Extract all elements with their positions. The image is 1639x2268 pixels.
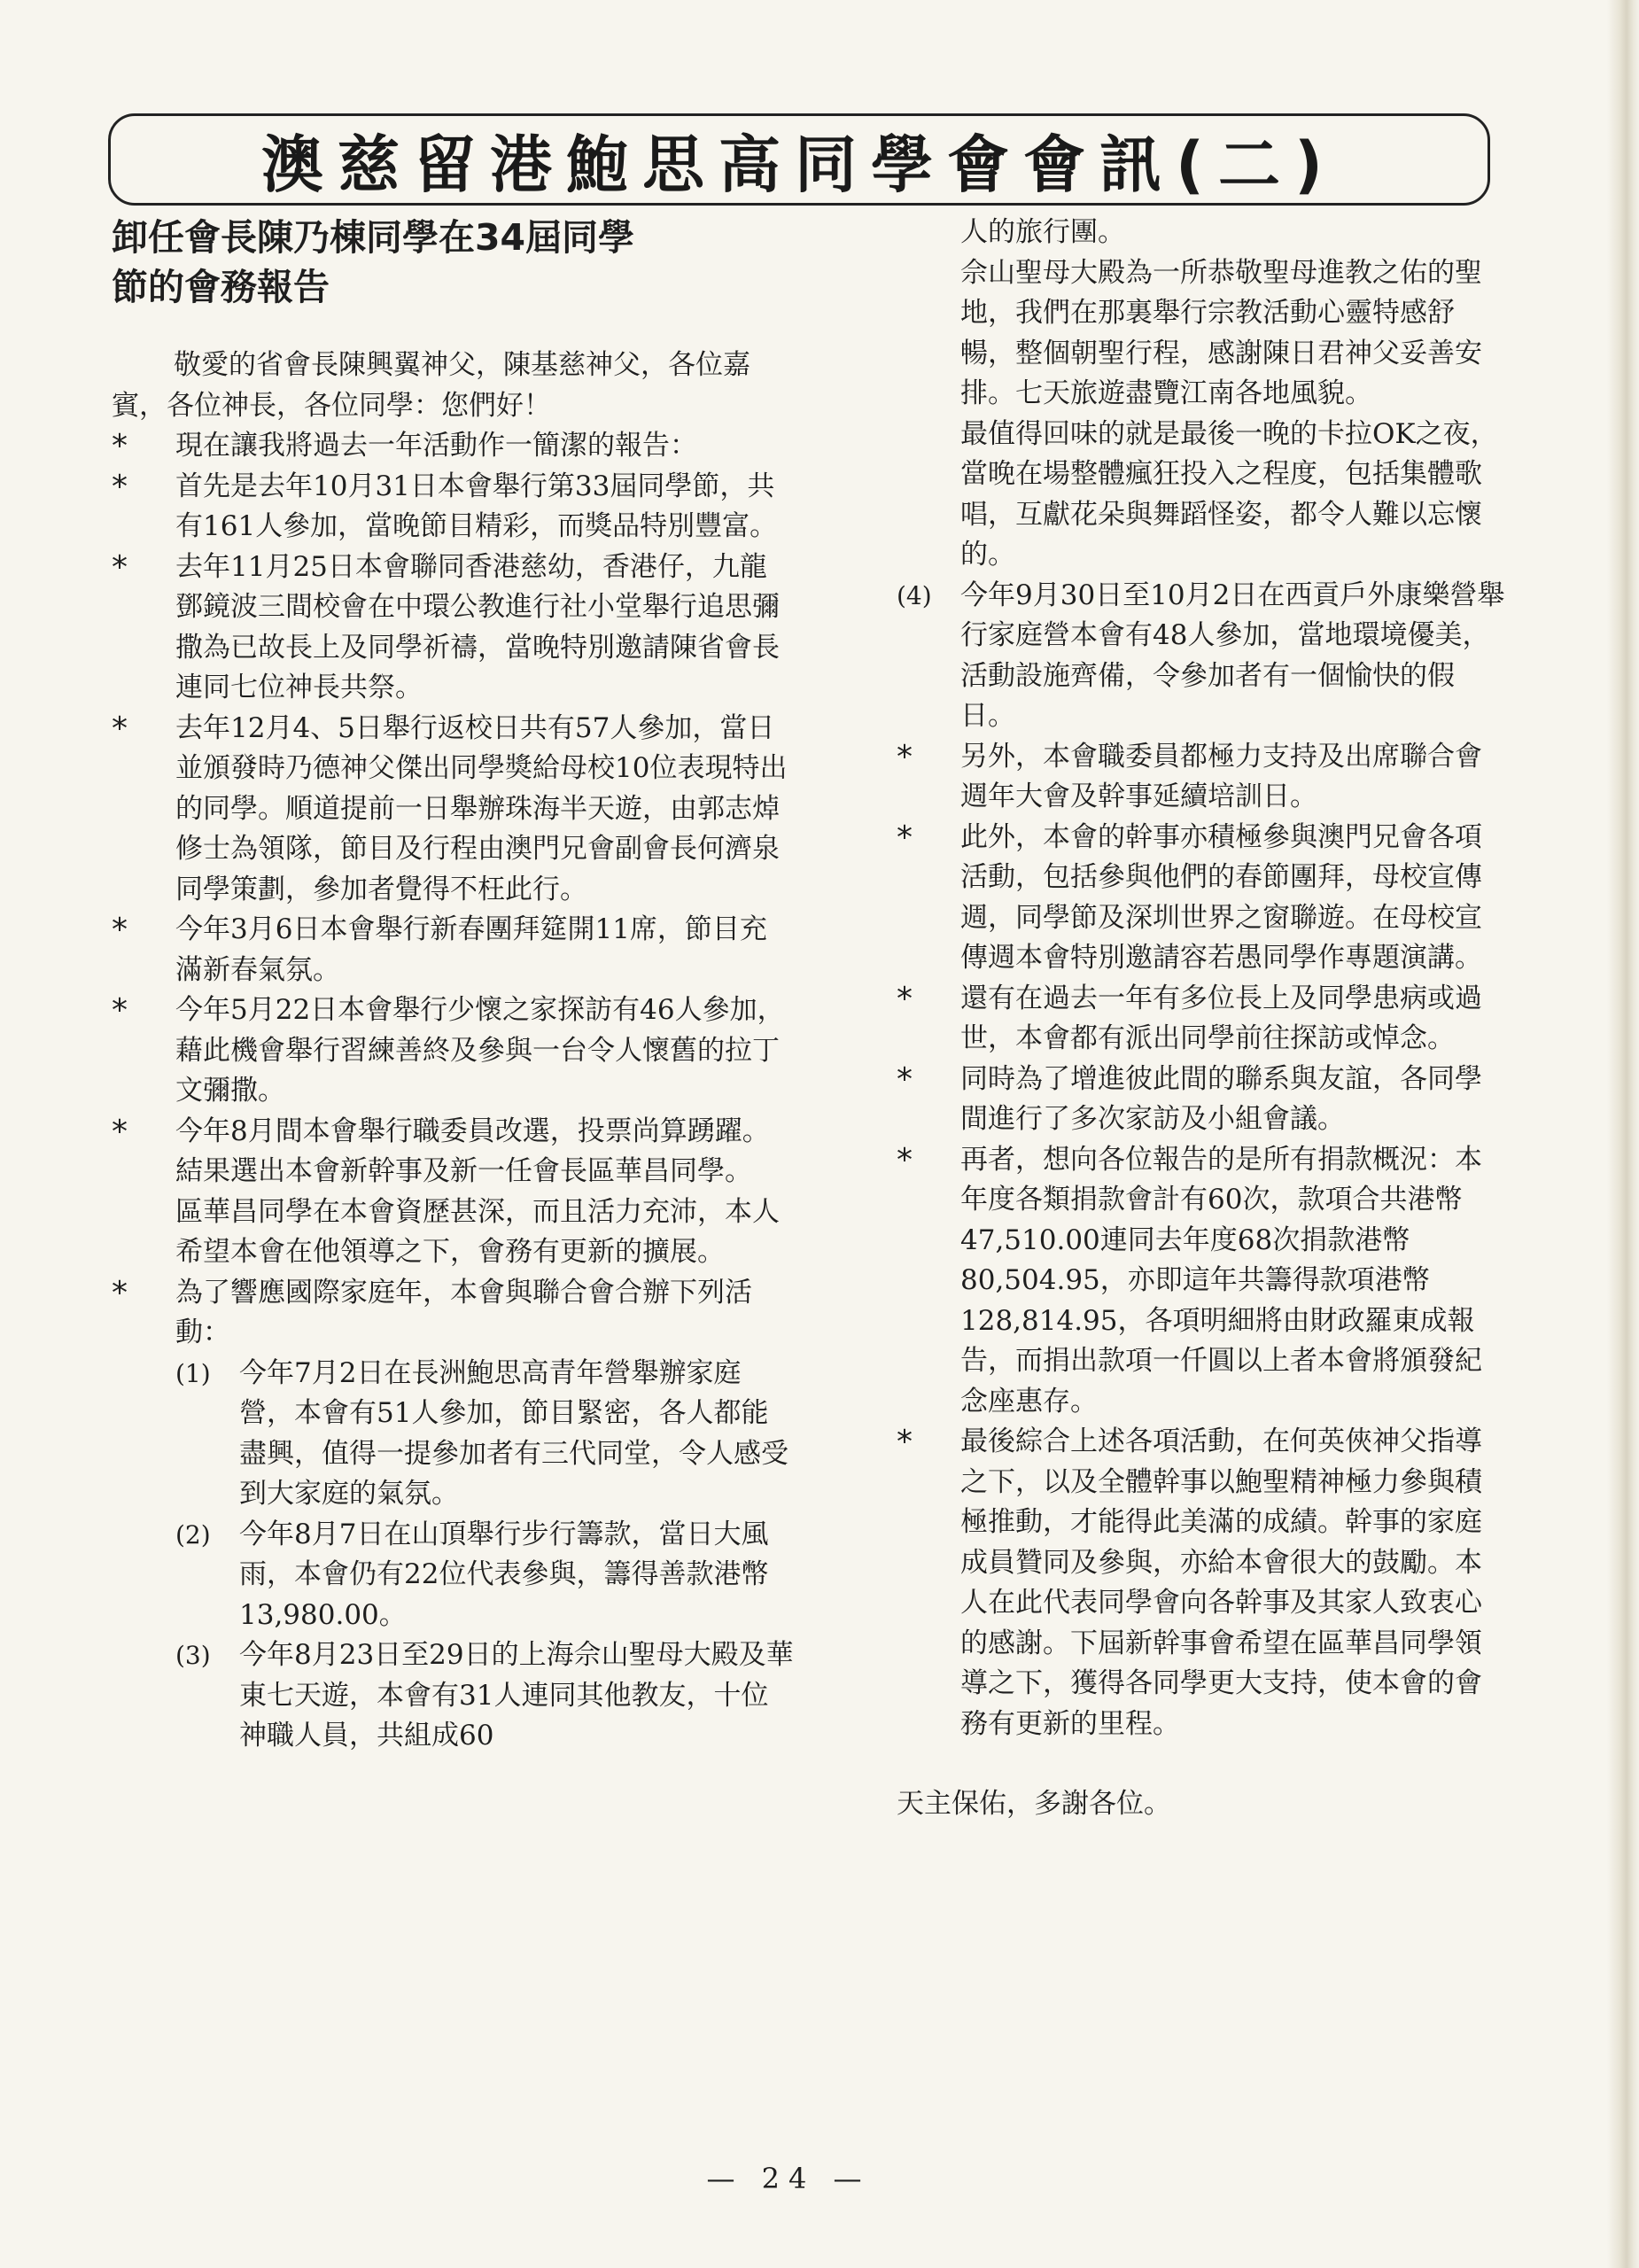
activity3-karaoke: 最值得回味的就是最後一晚的卡拉OK之夜，當晚在場整體瘋狂投入之程度，包括集體歌唱，互獻花朵與舞蹈怪姿，都令人難以忘懷的。 [960,417,1498,571]
list-item [897,1140,1508,1423]
list-item-text: 首先是去年10月31日本會舉行第33屆同學節，共有161人參加，當晚節目精彩，而獎品特別豐富。 [175,470,778,542]
list-item [897,979,1508,1060]
list-item [112,910,794,990]
activity-text: 今年7月2日在長洲鮑思高青年營舉辦家庭營，本會有51人參加，節目緊密，各人都能盡興，值得一提參加者有三代同堂，令人感受到大家庭的氣氛。 [239,1356,788,1510]
list-item [897,818,1508,979]
right-column [897,213,1508,1825]
activity3-continuation: 人的旅行團。 [960,216,1125,248]
asterisk-marker: * [897,738,913,775]
article-title [112,213,794,312]
list-item-text: 今年8月間本會舉行職委員改選，投票尚算踴躍。 [175,1115,770,1147]
activity-number: (1) [175,1358,211,1388]
election-result: 結果選出本會新幹事及新一任會長區華昌同學。 [175,1155,752,1187]
list-item-text: 另外，本會職委員都極力支持及出席聯合會週年大會及幹事延續培訓日。 [960,740,1482,812]
masthead-banner [108,113,1490,206]
spacer [897,1744,1508,1784]
asterisk-marker: * [897,1424,913,1460]
list-item-text: 去年12月4、5日舉行返校日共有57人參加，當日並頒發時乃德神父傑出同學獎給母校10位表現特出的同學。順道提前一日舉辦珠海半天遊，由郭志焯修士為領隊，節目及行程由澳門兄會副會長何濟泉同學策劃，參加者覺得不枉此行。 [175,711,788,905]
list-item [112,467,794,548]
asterisk-marker: * [112,710,128,747]
list-item-text: 此外，本會的幹事亦積極參與澳門兄會各項活動，包括參與他們的春節團拜，母校宣傳週，同學節及深圳世界之窗聯遊。在母校宣傳週本會特別邀請容若愚同學作專題演講。 [960,820,1482,974]
list-item [112,548,794,709]
list-item [897,1422,1508,1744]
election-comment: 區華昌同學在本會資歷甚深，而且活力充沛，本人希望本會在他領導之下，會務有更新的擴展。 [175,1195,780,1268]
page-binding-edge [1607,0,1639,2268]
list-item-text: 最後綜合上述各項活動，在何英俠神父指導之下，以及全體幹事以鮑聖精神極力參與積極推動，才能得此美滿的成績。幹事的家庭成員贊同及參與，亦給本會很大的鼓勵。本人在此代表同學會向各幹事及其家人致衷心的感謝。下屆新幹事會希望在區華昌同學領導之下，獲得各同學更大支持，使本會的會務有更新的里程。 [960,1425,1482,1740]
closing-line: 天主保佑，多謝各位。 [897,1788,1171,1820]
list-item-text: 現在讓我將過去一年活動作一簡潔的報告： [175,430,697,462]
activity-item [175,1515,794,1636]
article-title-line2: 節的會務報告 [112,266,330,308]
asterisk-marker: * [112,912,128,948]
activity-text: 今年8月7日在山頂舉行步行籌款，當日大風雨，本會仍有22位代表參與，籌得善款港幣13,980.00。 [239,1518,769,1631]
asterisk-marker: * [112,428,128,464]
list-item [112,709,794,911]
article-title-line1: 卸任會長陳乃棟同學在34屆同學 [112,216,635,259]
list-item-text: 今年5月22日本會舉行少懷之家探訪有46人參加，藉此機會舉行習練善終及參與一台令人懷舊的拉丁文彌撒。 [175,994,785,1107]
list-item-text: 去年11月25日本會聯同香港慈幼，香港仔，九龍鄧鏡波三間校會在中環公教進行社小堂舉行追思彌撒為已故長上及同學祈禱，當晚特別邀請陳省會長連同七位神長共祭。 [175,550,780,703]
list-item-text: 同時為了增進彼此間的聯系與友誼，各同學間進行了多次家訪及小組會議。 [960,1062,1482,1135]
asterisk-marker: * [112,1113,128,1150]
family-year-intro: 為了響應國際家庭年，本會與聯合會合辦下列活動： [175,1276,752,1348]
list-item [112,1273,794,1354]
greeting: 敬愛的省會長陳興翼神父，陳基慈神父，各位嘉賓，各位神長，各位同學：您們好！ [112,349,750,422]
asterisk-marker: * [897,819,913,856]
activity-text: 今年8月23日至29日的上海佘山聖母大殿及華東七天遊，本會有31人連同其他教友，十位神職人員，共組成60 [239,1639,794,1751]
asterisk-marker: * [897,980,913,1017]
activity-text: 今年9月30日至10月2日在西貢戶外康樂營舉行家庭營本會有48人參加，當地環境優美，活動設施齊備，令參加者有一個愉快的假日。 [960,579,1505,732]
activity3-sheshan: 佘山聖母大殿為一所恭敬聖母進教之佑的聖地，我們在那裏舉行宗教活動心靈特感舒暢，整個朝聖行程，感謝陳日君神父妥善安排。七天旅遊盡覽江南各地風貌。 [960,256,1482,409]
activity-item [175,1354,794,1515]
activity-number: (2) [175,1519,211,1550]
list-item [897,1060,1508,1140]
asterisk-marker: * [112,468,128,505]
left-column [112,213,794,1757]
asterisk-marker: * [897,1141,913,1178]
activity-number: (4) [897,580,932,610]
asterisk-marker: * [897,1060,913,1098]
asterisk-marker: * [112,1274,128,1311]
asterisk-marker: * [112,992,128,1029]
list-item [112,426,794,467]
list-item-text: 今年3月6日本會舉行新春團拜筵開11席，節目充滿新春氣氛。 [175,913,767,986]
activity-item [897,576,1508,737]
list-item-text: 再者，想向各位報告的是所有捐款概況：本年度各類捐款會計有60次，款項合共港幣47,510.00連同去年度68次捐款港幣80,504.95，亦即這年共籌得款項港幣128,814.95，各項明細將由財政羅東成報告，而捐出款項一仟圓以上者本會將頒發紀念座惠存。 [960,1143,1482,1418]
masthead-title: 澳慈留港鮑思高同學會會訊(二) [261,128,1337,201]
list-item [112,1112,794,1153]
list-item [112,990,794,1112]
list-item-text: 還有在過去一年有多位長上及同學患病或過世，本會都有派出同學前往探訪或悼念。 [960,982,1482,1054]
activity-number: (3) [175,1641,211,1670]
list-item [897,737,1508,818]
activity-item [175,1635,794,1757]
page-number: — 24 — [706,2162,871,2195]
asterisk-marker: * [112,548,128,586]
